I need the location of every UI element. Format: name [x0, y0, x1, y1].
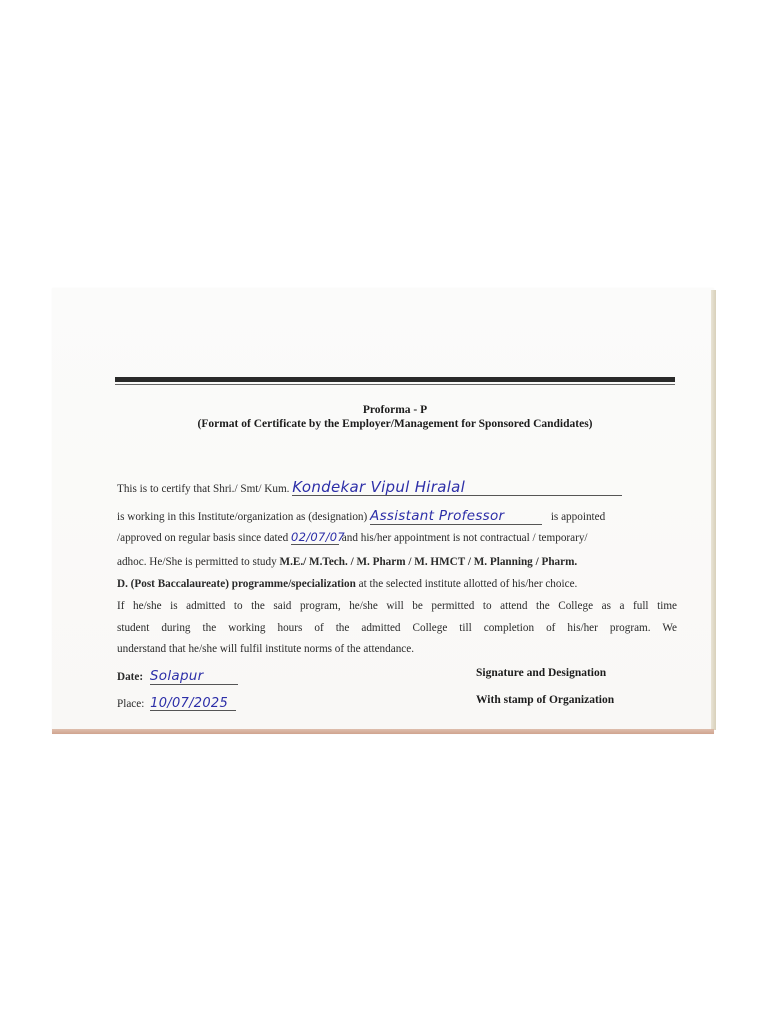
approved-line	[117, 532, 588, 545]
paper-edge-right	[711, 290, 716, 730]
stamp-label: With stamp of Organization	[476, 694, 615, 706]
admission-line: If he/she is admitted to the said program, he/she will be permitted to attend the College as a full time	[117, 600, 677, 612]
working-prefix: is working in this Institute/organization as (designation)	[117, 511, 368, 523]
proforma-title: Proforma - P	[362, 404, 428, 416]
place-value: 10/07/2025	[150, 697, 236, 711]
appointment-date: 02/07/07	[290, 530, 346, 544]
signature-label: Signature and Designation	[476, 667, 607, 679]
adhoc-prefix: adhoc. He/She is permitted to study	[117, 556, 277, 568]
approved-prefix: /approved on regular basis since dated	[117, 532, 289, 544]
date-label: Date:	[117, 671, 144, 683]
date-row	[117, 670, 238, 685]
candidate-name: Kondekar Vipul Hiralal	[292, 480, 622, 496]
post-bacc-line	[117, 578, 577, 590]
certify-prefix: This is to certify that Shri./ Smt/ Kum.	[117, 483, 290, 495]
adhoc-line	[117, 556, 577, 568]
adhoc-programs: M.E./ M.Tech. / M. Pharm / M. HMCT / M. Planning / Pharm.	[279, 556, 578, 568]
working-suffix: is appointed	[550, 511, 606, 523]
proforma-subtitle: (Format of Certificate by the Employer/Management for Sponsored Candidates)	[197, 418, 593, 430]
attendance-line: understand that he/she will fulfil institute norms of the attendance.	[117, 643, 415, 655]
post-bacc-suffix: at the selected institute allotted of his/her choice.	[358, 578, 578, 590]
header-rule-thin	[115, 384, 675, 385]
designation-line	[117, 510, 605, 525]
certify-line	[117, 480, 622, 496]
approved-suffix: and his/her appointment is not contractual / temporary/	[341, 532, 588, 544]
place-row	[117, 697, 236, 711]
date-value: Solapur	[150, 670, 238, 685]
header-rule	[115, 377, 675, 382]
designation-value: Assistant Professor	[370, 510, 542, 525]
paper-edge-bottom	[52, 729, 714, 734]
place-label: Place:	[117, 698, 145, 710]
post-bacc-programs: D. (Post Baccalaureate) programme/specialization	[117, 578, 356, 590]
working-hours-line: student during the working hours of the admitted College till completion of his/her program. We	[117, 622, 677, 634]
